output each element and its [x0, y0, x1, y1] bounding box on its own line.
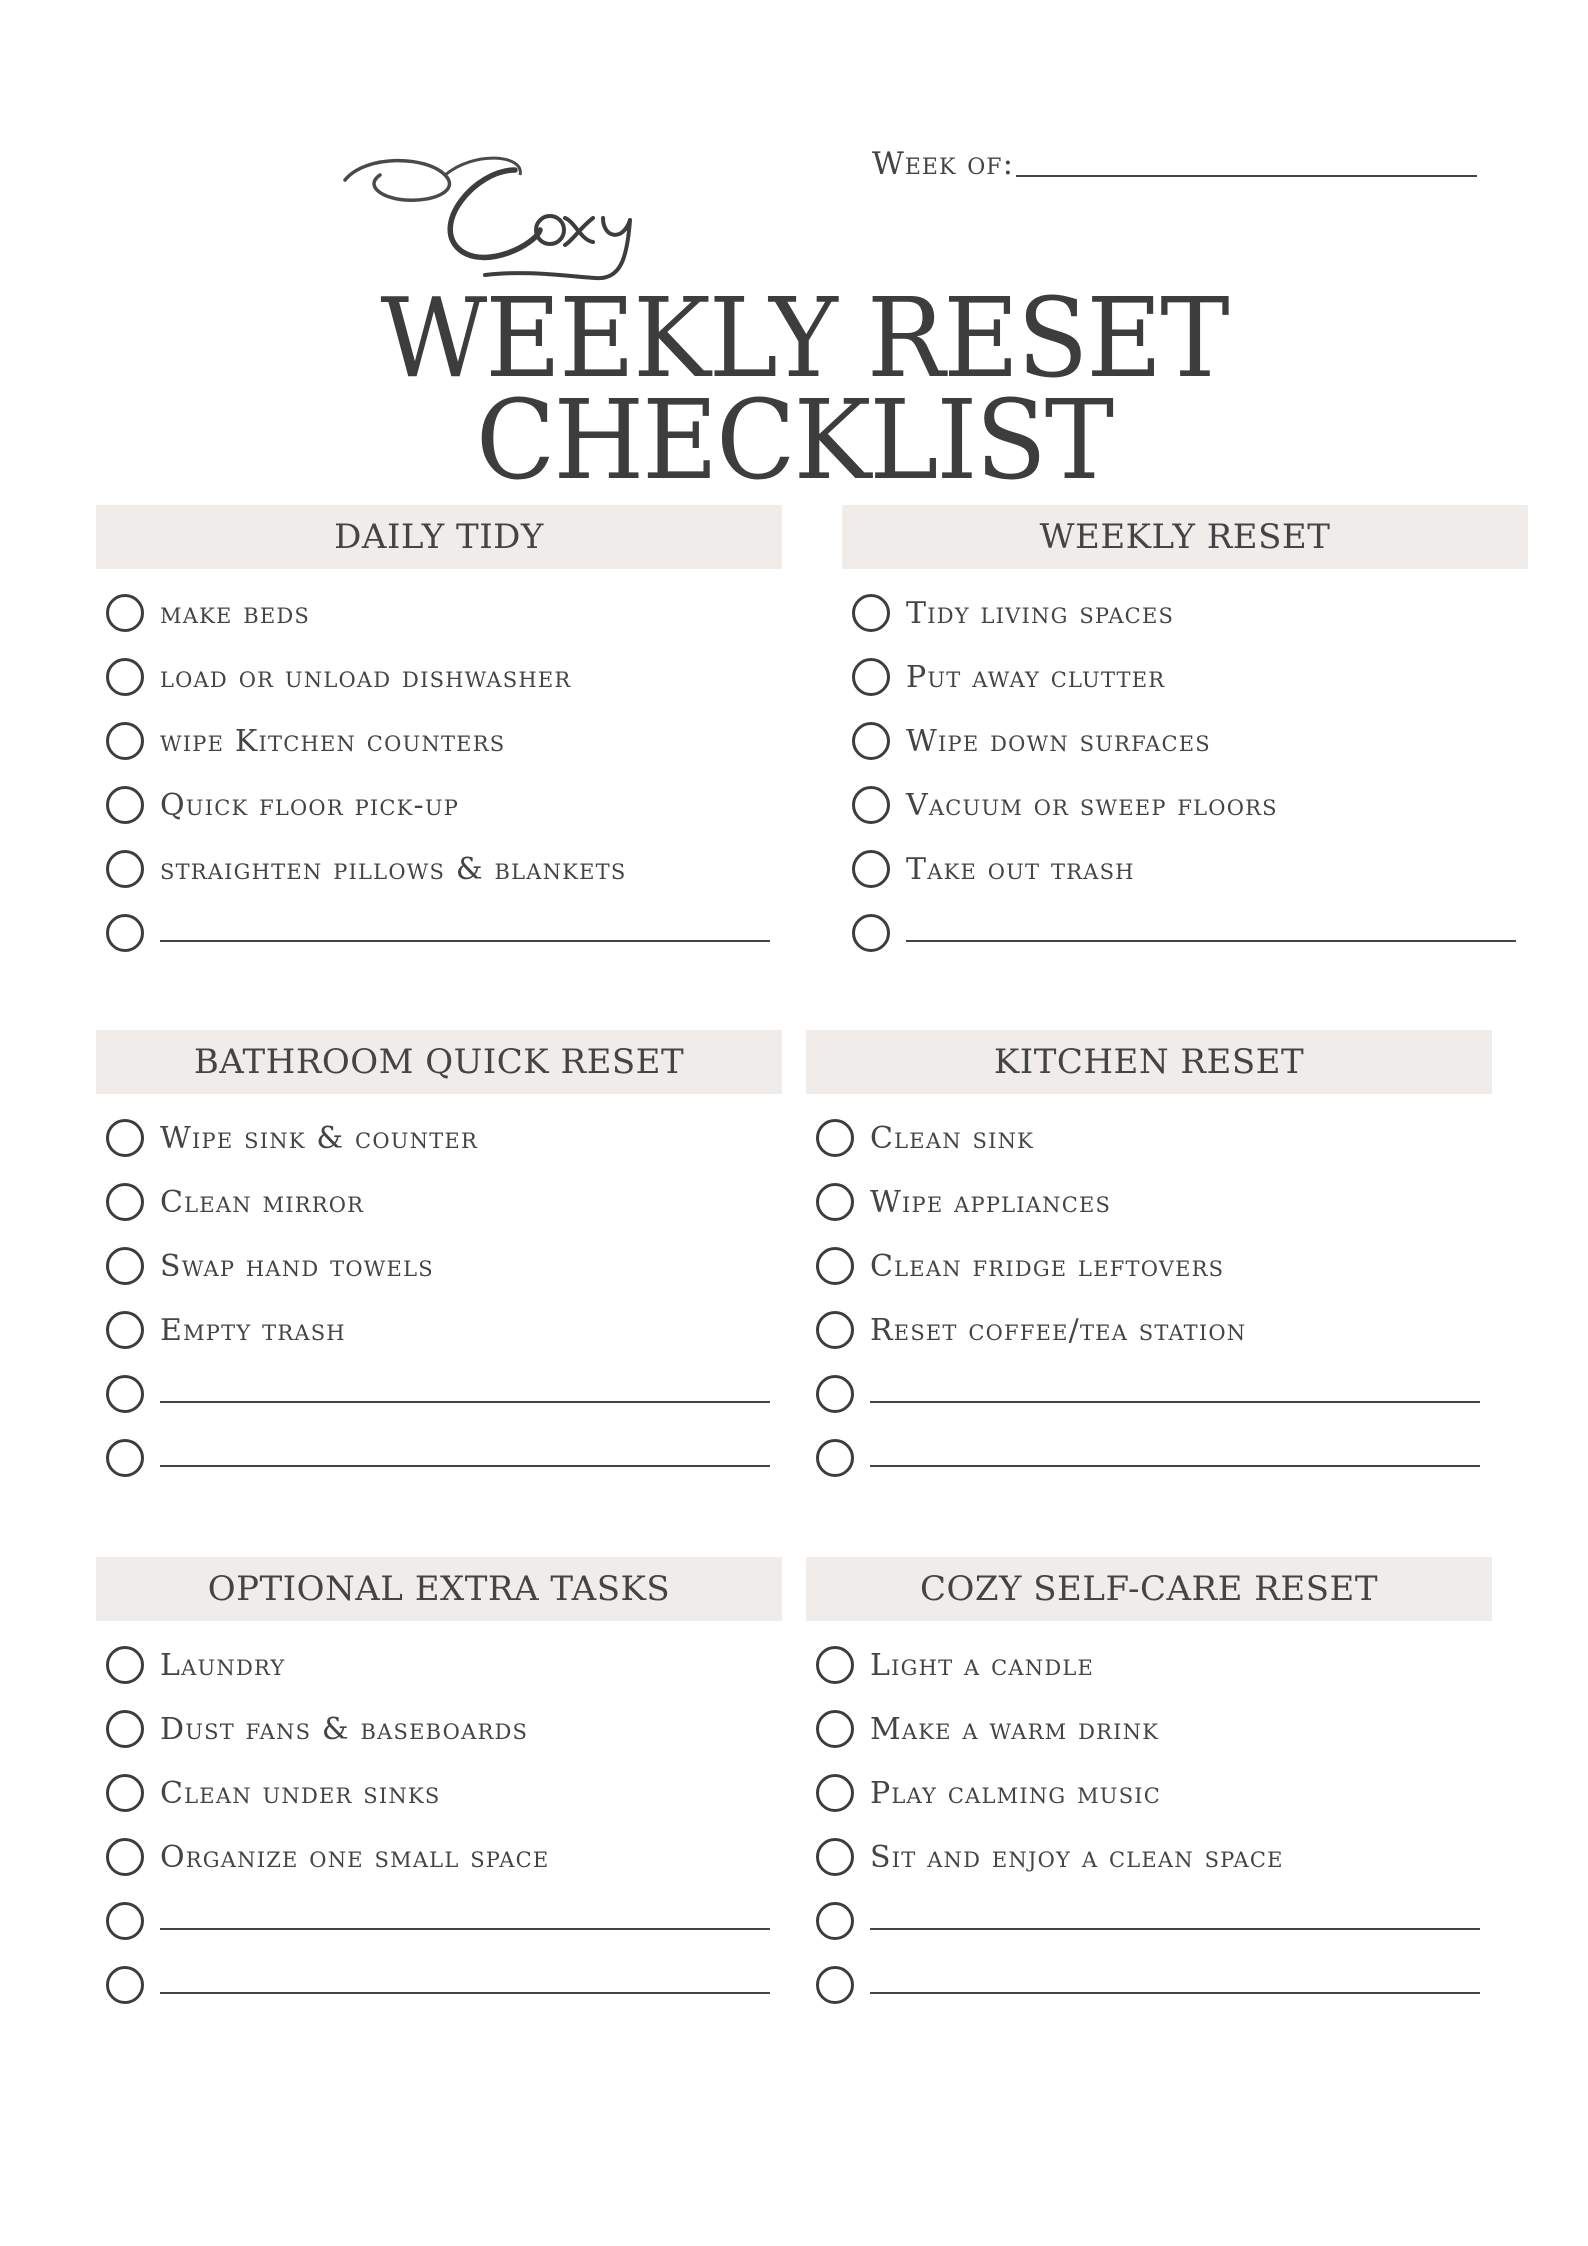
checklist [842, 581, 1528, 965]
checklist-item [842, 837, 1528, 901]
checklist-item [96, 837, 782, 901]
week-of-line[interactable] [1016, 174, 1477, 177]
checklist-item-label: Clean under sinks [160, 1775, 441, 1811]
checklist-item [842, 709, 1528, 773]
checkbox-circle-icon[interactable] [106, 1119, 144, 1157]
blank-write-in-line[interactable] [160, 1992, 770, 1994]
checkbox-circle-icon[interactable] [852, 850, 890, 888]
week-of-field[interactable] [872, 140, 1477, 180]
checklist-item-label: Put away clutter [906, 659, 1166, 695]
checkbox-circle-icon[interactable] [816, 1646, 854, 1684]
checklist-item-label: straighten pillows & blankets [160, 851, 627, 887]
checklist-item [96, 1761, 782, 1825]
checklist-item [842, 645, 1528, 709]
blank-write-in-line[interactable] [906, 940, 1516, 942]
checkbox-circle-icon[interactable] [816, 1311, 854, 1349]
checklist-item-label: Take out trash [906, 851, 1135, 887]
checklist-item-label: Vacuum or sweep floors [906, 787, 1278, 823]
checklist [96, 1106, 782, 1490]
checkbox-circle-icon[interactable] [106, 1183, 144, 1221]
checklist-item [842, 581, 1528, 645]
section-kitchen-reset [806, 1030, 1492, 1490]
blank-write-in-line[interactable] [160, 1401, 770, 1403]
checklist-item [806, 1825, 1492, 1889]
checklist-blank-item [96, 1953, 782, 2017]
checklist-blank-item [96, 1362, 782, 1426]
checklist-blank-item [806, 1889, 1492, 1953]
checkbox-circle-icon[interactable] [106, 594, 144, 632]
checkbox-circle-icon[interactable] [816, 1838, 854, 1876]
checkbox-circle-icon[interactable] [106, 1966, 144, 2004]
checkbox-circle-icon[interactable] [852, 914, 890, 952]
checklist-item [96, 1633, 782, 1697]
checklist-item-label: Quick floor pick-up [160, 787, 460, 823]
checklist-item-label: Swap hand towels [160, 1248, 434, 1284]
checkbox-circle-icon[interactable] [816, 1710, 854, 1748]
blank-write-in-line[interactable] [870, 1465, 1480, 1467]
checklist-item [96, 1697, 782, 1761]
checklist-item [96, 1825, 782, 1889]
checkbox-circle-icon[interactable] [816, 1119, 854, 1157]
week-of-label: Week of: [872, 146, 1015, 182]
checklist-item-label: Wipe appliances [870, 1184, 1112, 1220]
section-weekly-reset [842, 505, 1528, 965]
checklist-item-label: Clean mirror [160, 1184, 365, 1220]
checklist-item-label: Light a candle [870, 1647, 1095, 1683]
checklist-item [806, 1298, 1492, 1362]
blank-write-in-line[interactable] [870, 1928, 1480, 1930]
checklist-item [806, 1170, 1492, 1234]
section-optional-extra-tasks [96, 1557, 782, 2017]
blank-write-in-line[interactable] [160, 1928, 770, 1930]
blank-write-in-line[interactable] [870, 1401, 1480, 1403]
checklist-blank-item [96, 1426, 782, 1490]
section-header: OPTIONAL EXTRA TASKS [96, 1557, 782, 1621]
blank-write-in-line[interactable] [160, 1465, 770, 1467]
checklist-item [96, 1234, 782, 1298]
checkbox-circle-icon[interactable] [106, 1375, 144, 1413]
checklist-item-label: make beds [160, 595, 311, 631]
checkbox-circle-icon[interactable] [816, 1774, 854, 1812]
checklist-item [96, 709, 782, 773]
checklist-item-label: Wipe down surfaces [906, 723, 1211, 759]
checklist-item [96, 1298, 782, 1362]
section-bathroom-quick-reset [96, 1030, 782, 1490]
checklist-item-label: Reset coffee/tea station [870, 1312, 1247, 1348]
checkbox-circle-icon[interactable] [106, 1710, 144, 1748]
checkbox-circle-icon[interactable] [106, 1439, 144, 1477]
checklist [806, 1633, 1492, 2017]
checklist-item [96, 581, 782, 645]
checkbox-circle-icon[interactable] [106, 1774, 144, 1812]
checklist [96, 1633, 782, 2017]
title-line-2: CHECKLIST [475, 375, 1113, 505]
checklist-item [96, 1106, 782, 1170]
checklist-item-label: Clean sink [870, 1120, 1035, 1156]
checklist-item-label: Empty trash [160, 1312, 346, 1348]
checkbox-circle-icon[interactable] [106, 1311, 144, 1349]
checklist [806, 1106, 1492, 1490]
checkbox-circle-icon[interactable] [106, 658, 144, 696]
checkbox-circle-icon[interactable] [106, 1646, 144, 1684]
checkbox-circle-icon[interactable] [852, 786, 890, 824]
checkbox-circle-icon[interactable] [106, 850, 144, 888]
checklist-item-label: Organize one small space [160, 1839, 550, 1875]
checklist-item-label: Wipe sink & counter [160, 1120, 478, 1156]
section-cozy-self-care-reset [806, 1557, 1492, 2017]
section-header: WEEKLY RESET [842, 505, 1528, 569]
checkbox-circle-icon[interactable] [816, 1902, 854, 1940]
section-header: DAILY TIDY [96, 505, 782, 569]
checklist-item-label: wipe Kitchen counters [160, 723, 506, 759]
checkbox-circle-icon[interactable] [106, 786, 144, 824]
checklist-item [96, 773, 782, 837]
checkbox-circle-icon[interactable] [816, 1183, 854, 1221]
checklist-item-label: Tidy living spaces [906, 595, 1175, 631]
checklist-blank-item [806, 1953, 1492, 2017]
checklist-item-label: Sit and enjoy a clean space [870, 1839, 1284, 1875]
checklist-item-label: load or unload dishwasher [160, 659, 572, 695]
checklist-item [806, 1697, 1492, 1761]
checklist-item-label: Laundry [160, 1647, 286, 1683]
checkbox-circle-icon[interactable] [816, 1375, 854, 1413]
checklist-item-label: Play calming music [870, 1775, 1162, 1811]
blank-write-in-line[interactable] [160, 940, 770, 942]
checkbox-circle-icon[interactable] [106, 722, 144, 760]
checklist-item [96, 645, 782, 709]
checkbox-circle-icon[interactable] [852, 594, 890, 632]
checklist-item [806, 1234, 1492, 1298]
checkbox-circle-icon[interactable] [852, 722, 890, 760]
checklist-blank-item [842, 901, 1528, 965]
checklist-item [806, 1633, 1492, 1697]
checklist-blank-item [96, 901, 782, 965]
checkbox-circle-icon[interactable] [816, 1439, 854, 1477]
section-header: BATHROOM QUICK RESET [96, 1030, 782, 1094]
checklist-item-label: Make a warm drink [870, 1711, 1160, 1747]
checkbox-circle-icon[interactable] [106, 1902, 144, 1940]
checkbox-circle-icon[interactable] [816, 1966, 854, 2004]
checklist-blank-item [806, 1362, 1492, 1426]
checkbox-circle-icon[interactable] [816, 1247, 854, 1285]
checkbox-circle-icon[interactable] [106, 914, 144, 952]
checklist-item-label: Clean fridge leftovers [870, 1248, 1225, 1284]
blank-write-in-line[interactable] [870, 1992, 1480, 1994]
checklist-item [806, 1106, 1492, 1170]
section-daily-tidy [96, 505, 782, 965]
checklist-item-label: Dust fans & baseboards [160, 1711, 529, 1747]
title-line-1: WEEKLY RESET [380, 273, 1228, 403]
checklist-blank-item [806, 1426, 1492, 1490]
section-header: KITCHEN RESET [806, 1030, 1492, 1094]
checklist-blank-item [96, 1889, 782, 1953]
checklist-item [842, 773, 1528, 837]
section-header: COZY SELF-CARE RESET [806, 1557, 1492, 1621]
checkbox-circle-icon[interactable] [852, 658, 890, 696]
checklist [96, 581, 782, 965]
checklist-item [806, 1761, 1492, 1825]
checkbox-circle-icon[interactable] [106, 1247, 144, 1285]
checkbox-circle-icon[interactable] [106, 1838, 144, 1876]
cozy-script-logo [325, 130, 665, 290]
checklist-item [96, 1170, 782, 1234]
